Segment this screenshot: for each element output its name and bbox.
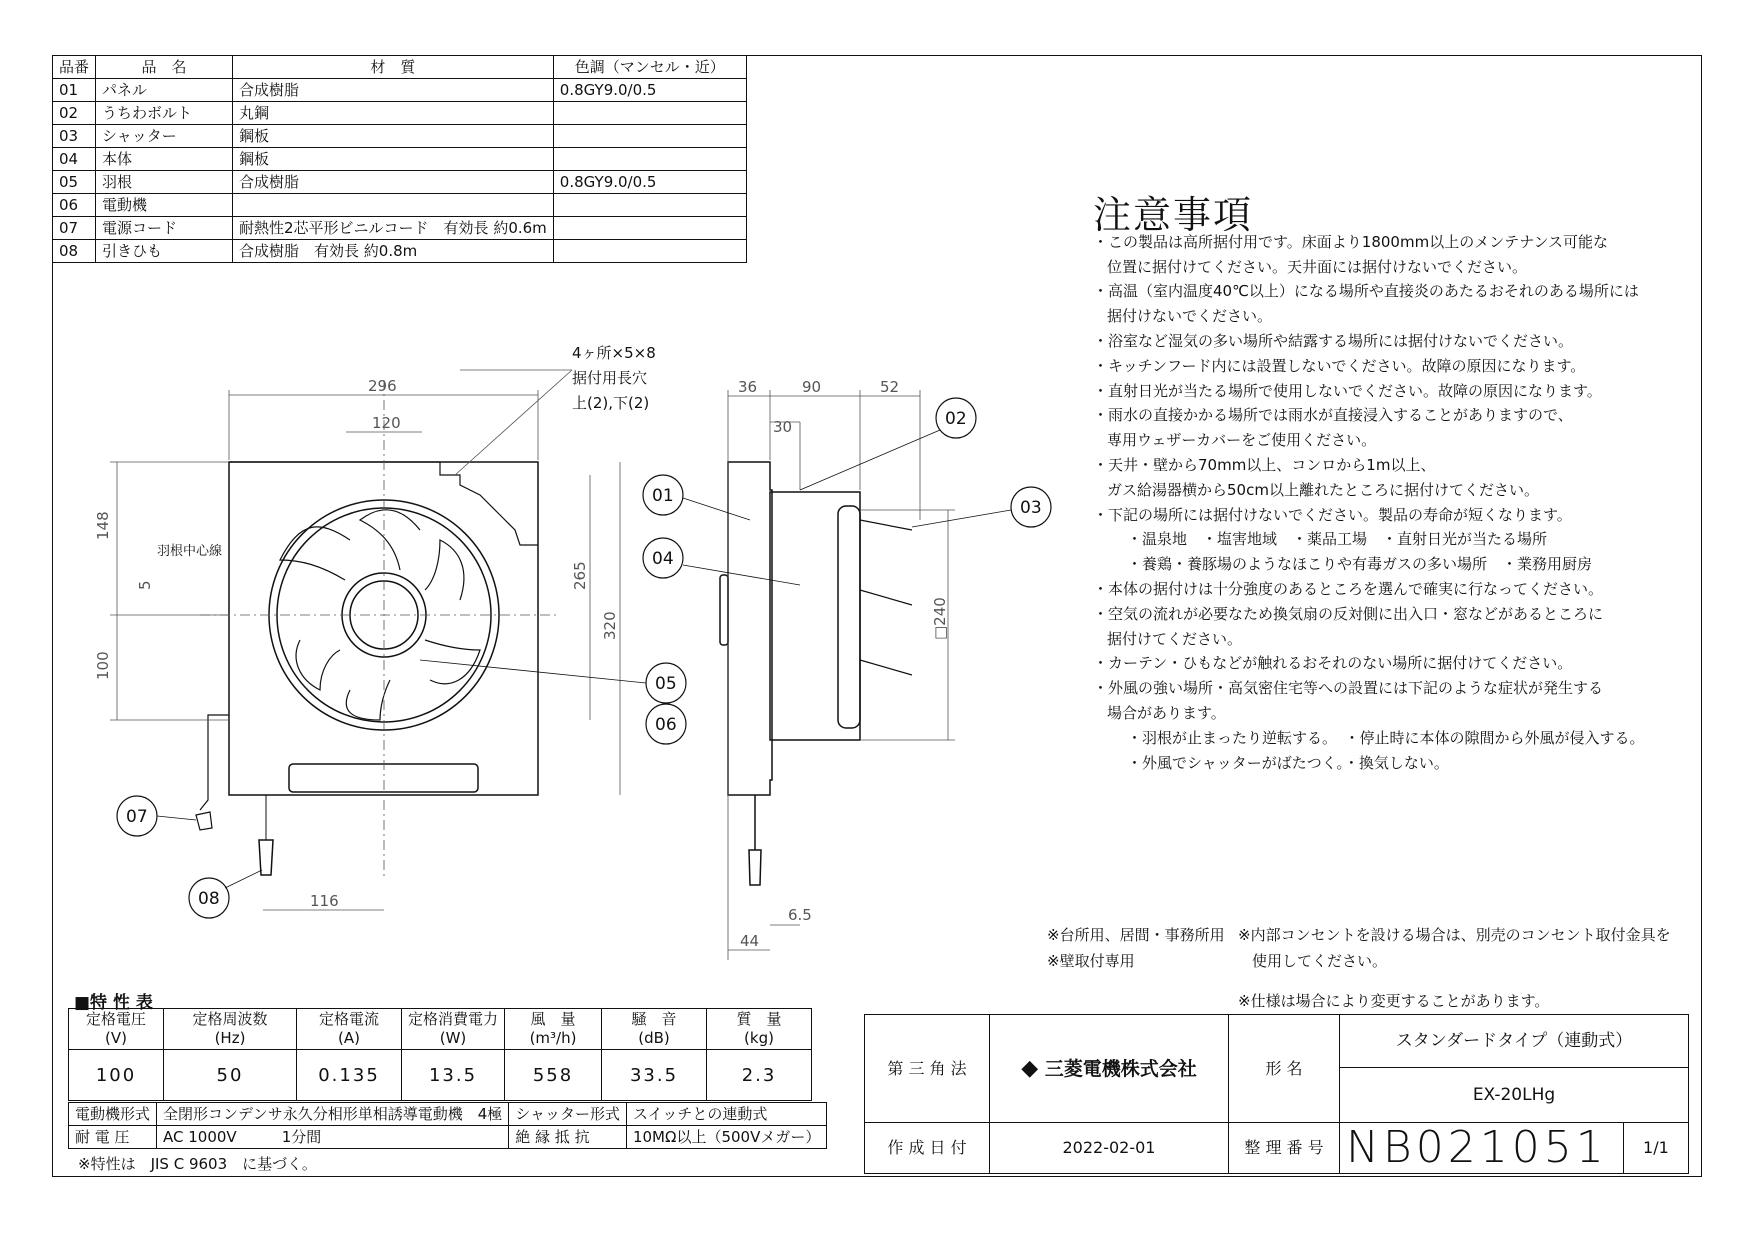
spec-value: 558 [505,1050,602,1101]
spec-header-label: 定格電流 [318,1010,379,1028]
motor-label: 電動機形式 [69,1103,157,1126]
insulation-label: 絶 縁 抵 抗 [509,1126,627,1149]
note-line: 場合があります。 [1107,703,1226,722]
svg-text:05: 05 [655,674,677,694]
pull-cord-handle [259,840,273,875]
parts-cell: 羽根 [96,171,233,194]
spec-header-label: 質 量 [736,1010,782,1028]
note-line: ・カーテン・ひもなどが触れるおそれのない場所に据付けてください。 [1093,654,1573,673]
spec-header-label: 定格周波数 [192,1010,268,1028]
note-line: ・この製品は高所据付用です。床面より1800mm以上のメンテナンス可能な [1093,232,1609,251]
note-line: ガス給湯器横から50cm以上離れたところに据付けてください。 [1107,480,1539,499]
svg-text:116: 116 [310,892,339,910]
parts-header-3: 色調（マンセル・近） [553,56,746,79]
parts-cell: 電源コード [96,217,233,240]
svg-text:□240: □240 [931,597,949,640]
spec-value: 50 [164,1050,297,1101]
note-line: 位置に据付けてください。天井面には据付けないでください。 [1107,257,1528,276]
spec-value: 2.3 [707,1050,812,1101]
parts-cell: 鋼板 [233,125,554,148]
svg-text:320: 320 [601,611,619,640]
svg-text:据付用長穴: 据付用長穴 [572,369,648,387]
page-number: 1/1 [1623,1123,1688,1174]
svg-text:148: 148 [94,511,112,540]
product-name: スタンダードタイプ（連動式） [1340,1015,1689,1068]
parts-cell: 05 [53,171,96,194]
company-name [990,1015,1229,1123]
spec-header [402,1009,505,1050]
svg-text:上(2),下(2): 上(2),下(2) [572,394,650,412]
document-number: NB021051 [1340,1123,1624,1174]
note-line: ・天井・壁から70mm以上、コンロから1m以上、 [1093,455,1436,474]
use-note-1: ※台所用、居間・事務所用 [1047,926,1225,944]
side-body [770,492,860,740]
svg-text:4ヶ所×5×8: 4ヶ所×5×8 [572,344,656,362]
outlet-note-2: 使用してください。 [1252,952,1388,970]
spec-header-unit: (m³/h) [529,1029,577,1047]
spec-header [707,1009,812,1050]
svg-text:296: 296 [368,377,397,395]
svg-text:04: 04 [652,549,674,569]
parts-cell: 02 [53,102,96,125]
svg-text:03: 03 [1020,498,1042,518]
parts-cell: シャッター [96,125,233,148]
spec-value: 13.5 [402,1050,505,1101]
bottom-grille [289,764,478,792]
spec-value: 0.135 [297,1050,402,1101]
note-line: ・羽根が止まったり逆転する。 ・停止時に本体の隙間から外風が侵入する。 [1127,728,1645,747]
spec-header-unit: (W) [439,1029,467,1047]
svg-text:52: 52 [880,378,900,396]
svg-text:30: 30 [773,418,793,436]
svg-text:44: 44 [740,932,760,950]
parts-header-1: 品 名 [96,56,233,79]
spec-header [164,1009,297,1050]
svg-text:02: 02 [945,409,967,429]
voltage-label: 耐 電 圧 [69,1126,157,1149]
note-line: 据付けないでください。 [1107,307,1273,326]
note-line: ・外風でシャッターがばたつく。・換気しない。 [1127,753,1449,772]
note-line: ・高温（室内温度40℃以上）になる場所や直接炎のあたるおそれのある場所には [1093,282,1639,301]
svg-text:6.5: 6.5 [788,906,812,924]
model-label: 形 名 [1229,1015,1340,1123]
note-line: ・外風の強い場所・高気密住宅等への設置には下記のような症状が発生する [1093,679,1604,698]
parts-cell: 鋼板 [233,148,554,171]
spec-header-unit: (A) [338,1029,360,1047]
note-line: ・下記の場所には据付けないでください。製品の寿命が短くなります。 [1093,505,1572,524]
date-label: 作 成 日 付 [865,1123,990,1174]
spec-title: ■特 性 表 [74,993,153,1013]
spec-header [297,1009,402,1050]
svg-text:08: 08 [198,889,220,909]
spec-value: 33.5 [602,1050,707,1101]
company-name-text: 三菱電機株式会社 [1044,1057,1197,1080]
projection-label: 第 三 角 法 [865,1015,990,1123]
spec-header-label: 騒 音 [631,1010,677,1028]
note-line: 専用ウェザーカバーをご使用ください。 [1107,431,1377,450]
parts-cell: 引きひも [96,240,233,263]
spec-header-label: 風 量 [530,1010,576,1028]
svg-text:100: 100 [94,651,112,680]
parts-cell: 08 [53,240,96,263]
creation-date: 2022-02-01 [990,1123,1229,1174]
motor-value: 全閉形コンデンサ永久分相形単相誘導電動機 4極 [157,1103,509,1126]
caution-notes [1093,193,1693,775]
note-line: ・養鶏・養豚場のようなほこりや有毒ガスの多い場所 ・業務用厨房 [1127,555,1593,574]
spec-table [68,1008,812,1101]
spec-header-unit: (V) [105,1029,127,1047]
svg-text:羽根中心線: 羽根中心線 [157,544,223,559]
title-block [864,1014,1689,1174]
spec-header [69,1009,164,1050]
parts-cell: 耐熱性2芯平形ビニルコード 有効長 約0.6m [233,217,554,240]
spec-header-unit: (dB) [638,1029,670,1047]
note-line: ・直射日光が当たる場所で使用しないでください。故障の原因になります。 [1093,381,1602,400]
parts-cell: 04 [53,148,96,171]
spec-note: ※特性は JIS C 9603 に基づく。 [78,1155,317,1173]
note-line: ・浴室など湿気の多い場所や結露する場所には据付けないでください。 [1093,331,1574,350]
spec-header-label: 定格電圧 [85,1010,146,1028]
svg-text:06: 06 [655,715,677,735]
spec-change-note: ※仕様は場合により変更することがあります。 [1238,992,1550,1010]
spec-value: 100 [69,1050,164,1101]
note-line: ・温泉地 ・塩害地域 ・薬品工場 ・直射日光が当たる場所 [1127,530,1548,549]
parts-cell: 0.8GY9.0/0.5 [553,171,746,194]
use-note-2: ※壁取付専用 [1047,952,1135,970]
parts-cell: 電動機 [96,194,233,217]
note-line: ・雨水の直接かかる場所では雨水が直接浸入することがありますので、 [1093,406,1573,425]
voltage-value: AC 1000V 1分間 [157,1126,509,1149]
parts-cell: 本体 [96,148,233,171]
number-label: 整 理 番 号 [1229,1123,1340,1174]
side-panel [728,462,772,795]
parts-cell: 03 [53,125,96,148]
spec-detail-table [68,1102,827,1149]
note-line: ・空気の流れが必要なため換気扇の反対側に出入口・窓などがあるところに [1093,604,1604,623]
svg-text:01: 01 [652,486,674,506]
spec-header [602,1009,707,1050]
shutter-label: シャッター形式 [509,1103,627,1126]
parts-cell: 06 [53,194,96,217]
svg-text:36: 36 [738,378,758,396]
spec-header-unit: (kg) [744,1029,774,1047]
svg-text:5: 5 [136,580,154,590]
parts-cell: 01 [53,79,96,102]
mitsubishi-logo-icon: ◆ [1021,1055,1039,1081]
outlet-note-1: ※内部コンセントを設ける場合は、別売のコンセント取付金具を [1238,926,1671,944]
parts-cell: 合成樹脂 [233,171,554,194]
parts-cell: 丸鋼 [233,102,554,125]
model-number: EX-20LHg [1340,1068,1689,1123]
parts-header-0: 品番 [53,56,96,79]
svg-text:265: 265 [571,561,589,590]
note-line: ・キッチンフード内には設置しないでください。故障の原因になります。 [1093,356,1586,375]
parts-cell: パネル [96,79,233,102]
note-line: 据付けてください。 [1107,629,1243,648]
shutter-value: スイッチとの連動式 [626,1103,826,1126]
note-line: ・本体の据付けは十分強度のあるところを選んで確実に行なってください。 [1093,579,1604,598]
parts-cell: 合成樹脂 有効長 約0.8m [233,240,554,263]
parts-cell: 合成樹脂 [233,79,554,102]
spec-header [505,1009,602,1050]
parts-cell: うちわボルト [96,102,233,125]
caution-title: 注意事項 [1093,193,1254,237]
parts-header-2: 材 質 [233,56,554,79]
insulation-value: 10MΩ以上（500Vメガー） [626,1126,826,1149]
parts-cell: 0.8GY9.0/0.5 [553,79,746,102]
front-panel-outline [229,462,538,795]
parts-cell: 07 [53,217,96,240]
svg-text:07: 07 [126,807,148,827]
svg-text:120: 120 [372,414,401,432]
svg-text:90: 90 [802,378,822,396]
spec-header-label: 定格消費電力 [408,1010,499,1028]
spec-header-unit: (Hz) [214,1029,246,1047]
